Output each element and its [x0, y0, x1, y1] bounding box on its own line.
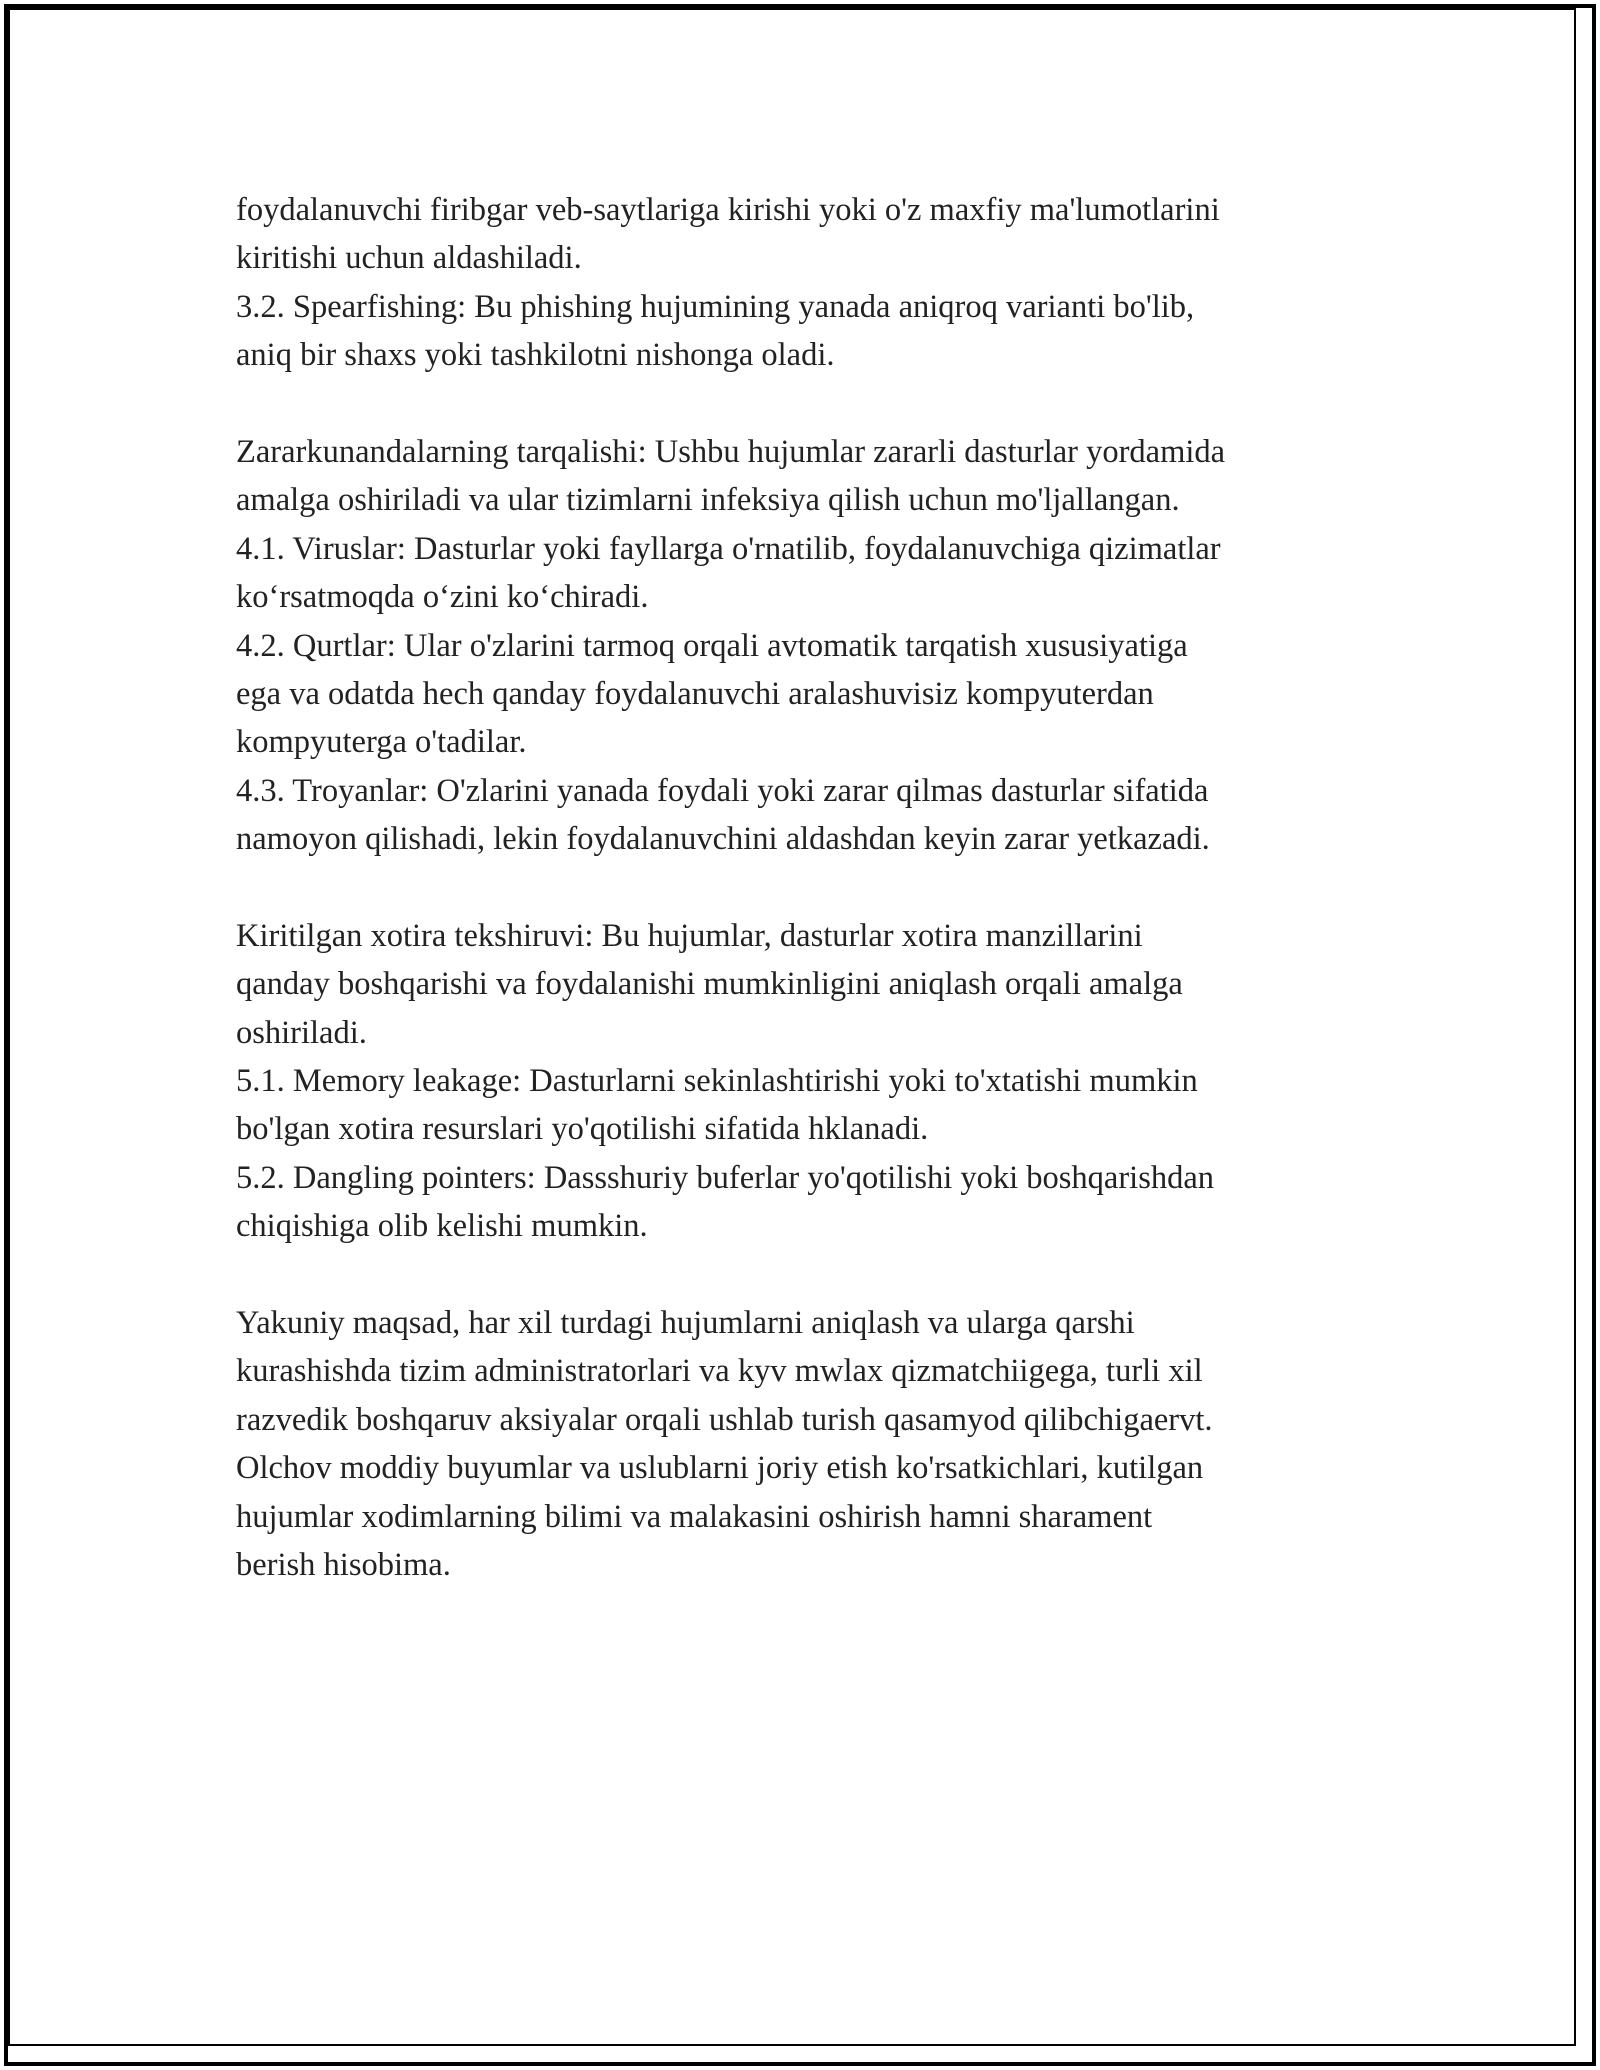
- text-line: ega va odatda hech qanday foydalanuvchi aralashuvisiz kompyuterdan: [236, 675, 1154, 712]
- text-line: Yakuniy maqsad, har xil turdagi hujumlarni aniqlash va ularga qarshi: [236, 1304, 1135, 1341]
- document-body: [236, 186, 1376, 1589]
- text-line: foydalanuvchi firibgar veb-saytlariga kirishi yoki o'z maxfiy ma'lumotlarini: [236, 192, 1220, 228]
- paragraph-gap: [236, 380, 1376, 428]
- text-line: kompyuterga o'tadilar.: [236, 724, 527, 761]
- paragraph-gap: [236, 863, 1376, 911]
- text-line: ko‘rsatmoqda o‘zini ko‘chiradi.: [236, 579, 649, 616]
- text-line: razvedik boshqaruv aksiyalar orqali ushlab turish qasamyod qilibchigaervt.: [236, 1401, 1213, 1438]
- text-line: 4.2. Qurtlar: Ular o'zlarini tarmoq orqali avtomatik tarqatish xususiyatiga: [236, 627, 1188, 664]
- text-line: kiritishi uchun aldashiladi.: [236, 240, 582, 277]
- text-line: bo'lgan xotira resurslari yo'qotilishi sifatida hklanadi.: [236, 1111, 929, 1148]
- text-line: berish hisobima.: [236, 1546, 451, 1583]
- text-line: 5.1. Memory leakage: Dasturlarni sekinlashtirishi yoki to'xtatishi mumkin: [236, 1063, 1198, 1100]
- text-line: 4.3. Troyanlar: O'zlarini yanada foydali yoki zarar qilmas dasturlar sifatida: [236, 772, 1209, 809]
- paragraph-gap: [236, 1251, 1376, 1299]
- text-line: chiqishiga olib kelishi mumkin.: [236, 1208, 648, 1245]
- text-line: hujumlar xodimlarning bilimi va malakasini oshirish hamni sharament: [236, 1498, 1153, 1535]
- text-line: Olchov moddiy buyumlar va uslublarni joriy etish ko'rsatkichlari, kutilgan: [236, 1450, 1204, 1487]
- text-line: 4.1. Viruslar: Dasturlar yoki fayllarga o'rnatilib, foydalanuvchiga qizimatlar: [236, 530, 1221, 567]
- text-line: Zararkunandalarning tarqalishi: Ushbu hujumlar zararli dasturlar yordamida: [236, 433, 1226, 470]
- text-line: 3.2. Spearfishing: Bu phishing hujumining yanada aniqroq varianti bo'lib,: [236, 288, 1195, 325]
- text-line: 5.2. Dangling pointers: Dassshuriy buferlar yo'qotilishi yoki boshqarishdan: [236, 1159, 1215, 1196]
- text-line: amalga oshiriladi va ular tizimlarni infeksiya qilish uchun mo'ljallangan.: [236, 482, 1180, 519]
- text-line: qanday boshqarishi va foydalanishi mumkinligini aniqlash orqali amalga: [236, 966, 1183, 1003]
- text-line: oshiriladi.: [236, 1014, 367, 1051]
- text-line: namoyon qilishadi, lekin foydalanuvchini aldashdan keyin zarar yetkazadi.: [236, 821, 1210, 858]
- text-line: Kiritilgan xotira tekshiruvi: Bu hujumlar, dasturlar xotira manzillarini: [236, 917, 1143, 954]
- text-line: kurashishda tizim administratorlari va kyv mwlax qizmatchiigega, turli xil: [236, 1353, 1203, 1390]
- text-line: aniq bir shaxs yoki tashkilotni nishonga oladi.: [236, 337, 835, 374]
